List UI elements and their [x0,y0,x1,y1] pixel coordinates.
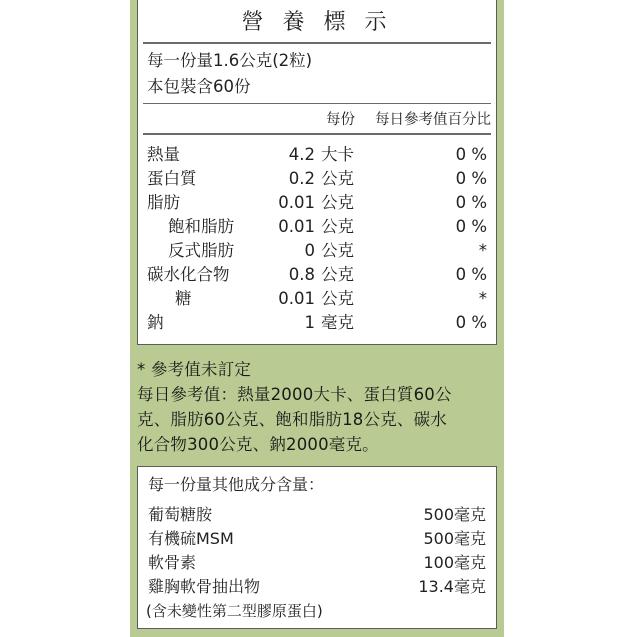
nutrient-amount: 0.01 [278,289,315,308]
label-title: 營 養 標 示 [241,10,393,35]
nutrient-name: 蛋白質 [147,169,197,188]
nutrient-row [138,167,496,191]
nutrient-amount: 0.01 [278,217,315,236]
ingredient-name: 葡萄糖胺 [148,505,213,524]
nutrient-percent: * [478,289,487,308]
nutrient-unit: 公克 [321,265,354,284]
nutrient-unit: 公克 [321,169,354,188]
other-ingredients-box [137,466,497,629]
nutrient-unit: 公克 [321,193,354,212]
nutrient-percent: 0 % [455,217,487,236]
serving-divider [143,103,491,104]
ingredient-amount: 500毫克 [423,529,486,548]
nutrient-row [138,239,496,263]
ingredient-amount: 500毫克 [423,505,486,524]
serving-size: 每一份量1.6公克(2粒) [147,51,313,70]
nutrient-row [138,215,496,239]
nutrient-percent: * [478,241,487,260]
title-divider [143,42,491,44]
per-serving-header: 每份 [326,112,355,128]
ingredient-note: (含未變性第二型膠原蛋白) [146,602,323,620]
nutrient-unit: 大卡 [321,145,354,164]
nutrient-percent: 0 % [455,313,487,332]
header-divider [143,133,491,135]
nutrient-unit: 公克 [321,217,354,236]
nutrient-name: 飽和脂肪 [168,217,234,236]
ingredient-row [138,575,496,599]
ingredient-name: 雞胸軟骨抽出物 [148,577,261,596]
nutrient-percent: 0 % [455,169,487,188]
nutrient-name: 糖 [175,289,192,308]
nutrient-amount: 4.2 [288,145,315,164]
nutrient-row [138,263,496,287]
not-established-footnote: * 參考值未訂定 [137,360,252,379]
ingredient-amount: 100毫克 [423,553,486,572]
nutrient-unit: 公克 [321,241,354,260]
daily-reference-line: 每日參考值：熱量2000大卡、蛋白質60公 [137,385,452,404]
ingredient-row [138,527,496,551]
ingredient-name: 有機硫MSM [148,529,234,548]
nutrient-percent: 0 % [455,265,487,284]
nutrient-name: 熱量 [147,145,180,164]
nutrient-row [138,311,496,335]
daily-reference-line: 克、脂肪60公克、飽和脂肪18公克、碳水 [137,410,447,429]
nutrient-name: 脂肪 [147,193,180,212]
nutrient-amount: 0.2 [288,169,315,188]
nutrient-amount: 1 [304,313,315,332]
ingredient-row [138,551,496,575]
ingredient-note-row [138,599,496,623]
other-ingredients-heading: 每一份量其他成分含量： [148,475,325,494]
ingredient-row [138,503,496,527]
nutrient-name: 鈉 [147,313,164,332]
nutrient-row [138,287,496,311]
nutrient-unit: 公克 [321,289,354,308]
daily-value-header: 每日參考值百分比 [375,112,491,128]
nutrient-name: 碳水化合物 [147,265,230,284]
nutrient-row [138,143,496,167]
nutrient-unit: 毫克 [321,313,354,332]
nutrient-amount: 0.8 [288,265,315,284]
nutrient-percent: 0 % [455,193,487,212]
nutrient-amount: 0.01 [278,193,315,212]
nutrient-name: 反式脂肪 [168,241,234,260]
nutrition-facts-box [137,0,497,345]
nutrient-row [138,191,496,215]
ingredient-name: 軟骨素 [148,553,197,572]
nutrient-amount: 0 [304,241,315,260]
ingredient-amount: 13.4毫克 [418,577,486,596]
nutrient-percent: 0 % [455,145,487,164]
daily-reference-line: 化合物300公克、鈉2000毫克。 [137,435,379,454]
servings-per-package: 本包裝含60份 [147,77,251,96]
